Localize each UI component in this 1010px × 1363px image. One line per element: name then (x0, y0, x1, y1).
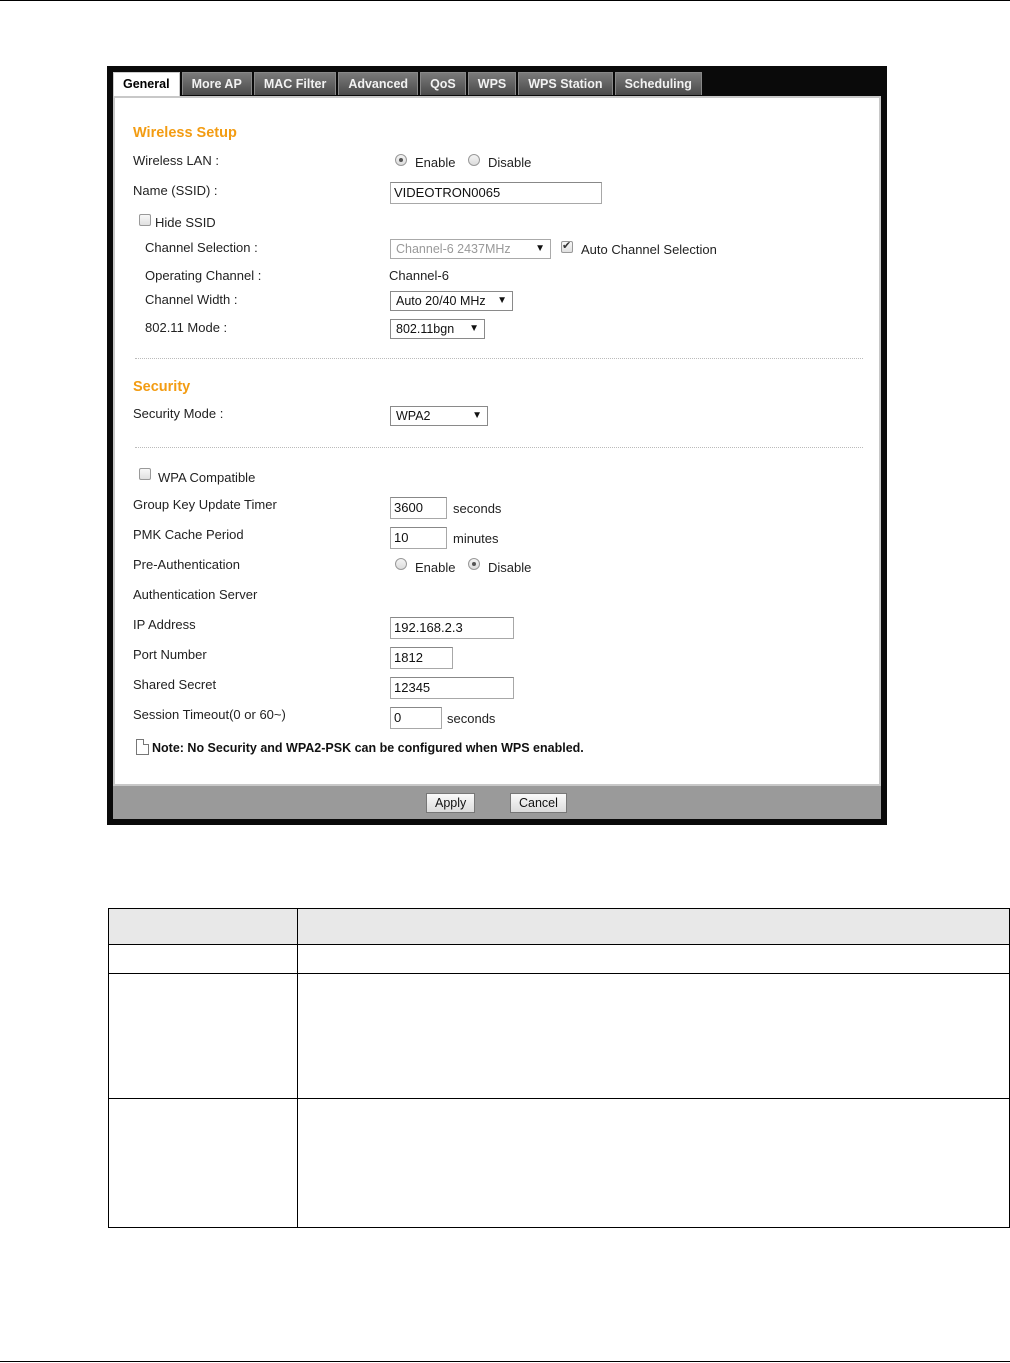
table-cell (109, 1099, 298, 1228)
operating-channel-label: Operating Channel : (145, 268, 262, 283)
channel-width-select[interactable] (390, 291, 513, 311)
table-cell (109, 945, 298, 974)
security-mode-label: Security Mode : (133, 406, 224, 421)
ip-address-input[interactable]: 192.168.2.3 (390, 617, 514, 639)
tab-general[interactable]: General (113, 72, 180, 97)
tab-bar (113, 72, 704, 96)
hide-ssid-checkbox[interactable] (139, 214, 151, 226)
security-mode-select[interactable] (390, 406, 488, 426)
preauth-disable-radio[interactable] (468, 558, 480, 570)
auto-channel-label: Auto Channel Selection (581, 242, 717, 257)
group-key-label: Group Key Update Timer (133, 497, 277, 512)
cancel-button[interactable]: Cancel (510, 793, 567, 813)
tab-wps-station[interactable]: WPS Station (518, 72, 612, 95)
table-cell (109, 974, 298, 1099)
wireless-lan-disable-radio[interactable] (468, 154, 480, 166)
note-page-icon (136, 739, 149, 755)
table-row (109, 945, 1010, 974)
table-header-row (109, 909, 1010, 945)
shared-secret-input[interactable]: 12345 (390, 677, 514, 699)
group-key-unit: seconds (453, 501, 502, 516)
pmk-unit: minutes (453, 531, 499, 546)
wireless-setup-heading: Wireless Setup (133, 125, 237, 141)
page-header-rule (0, 0, 1010, 1)
dropdown-arrow-icon: ▼ (535, 243, 545, 254)
dropdown-arrow-icon: ▼ (497, 295, 507, 306)
auth-server-label: Authentication Server (133, 587, 258, 602)
channel-width-label: Channel Width : (145, 292, 238, 307)
tab-qos[interactable]: QoS (420, 72, 466, 95)
mode-select[interactable] (390, 319, 485, 339)
ssid-label: Name (SSID) : (133, 183, 218, 198)
security-mode-value: WPA2 (396, 409, 431, 423)
page-footer-rule (0, 1361, 1010, 1362)
auto-channel-checkbox[interactable] (561, 241, 573, 253)
wpa-compatible-checkbox[interactable] (139, 468, 151, 480)
table-row (109, 1099, 1010, 1228)
preauth-label: Pre-Authentication (133, 557, 240, 572)
channel-width-value: Auto 20/40 MHz (396, 294, 486, 308)
wireless-lan-disable-label: Disable (488, 155, 532, 170)
mode-label: 802.11 Mode : (145, 320, 228, 335)
tab-advanced[interactable]: Advanced (338, 72, 418, 95)
table-cell (298, 974, 1010, 1099)
security-heading: Security (133, 379, 191, 395)
dropdown-arrow-icon: ▼ (469, 323, 479, 334)
wireless-lan-enable-radio[interactable] (395, 154, 407, 166)
section-divider (135, 447, 863, 448)
dropdown-arrow-icon: ▼ (472, 410, 482, 421)
session-timeout-unit: seconds (447, 711, 496, 726)
wps-note: Note: No Security and WPA2-PSK can be configured when WPS enabled. (152, 741, 584, 755)
preauth-enable-radio[interactable] (395, 558, 407, 570)
mode-value: 802.11bgn (396, 322, 455, 336)
pmk-input[interactable]: 10 (390, 527, 447, 549)
table-row (109, 974, 1010, 1099)
port-number-input[interactable]: 1812 (390, 647, 453, 669)
wpa-compatible-label: WPA Compatible (158, 470, 256, 485)
apply-button[interactable]: Apply (426, 793, 475, 813)
tab-mac-filter[interactable]: MAC Filter (254, 72, 337, 95)
wireless-lan-enable-label: Enable (415, 155, 456, 170)
ssid-input[interactable]: VIDEOTRON0065 (390, 182, 602, 204)
channel-selection-label: Channel Selection : (145, 240, 258, 255)
tab-wps[interactable]: WPS (468, 72, 516, 95)
description-table (108, 908, 1010, 1228)
ip-address-label: IP Address (133, 617, 196, 632)
router-config-window (107, 66, 887, 825)
wireless-lan-label: Wireless LAN : (133, 153, 219, 168)
channel-selection-value: Channel-6 2437MHz (396, 242, 511, 256)
port-number-label: Port Number (133, 647, 207, 662)
tab-more-ap[interactable]: More AP (182, 72, 252, 95)
group-key-input[interactable]: 3600 (390, 497, 447, 519)
table-cell (298, 1099, 1010, 1228)
pmk-label: PMK Cache Period (133, 527, 244, 542)
preauth-disable-label: Disable (488, 560, 532, 575)
preauth-enable-label: Enable (415, 560, 456, 575)
session-timeout-input[interactable]: 0 (390, 707, 442, 729)
table-header-cell (109, 909, 298, 945)
action-bar (113, 786, 881, 819)
general-settings-panel (113, 96, 881, 786)
hide-ssid-label: Hide SSID (155, 215, 216, 230)
shared-secret-label: Shared Secret (133, 677, 217, 692)
table-header-cell (298, 909, 1010, 945)
tab-scheduling[interactable]: Scheduling (615, 72, 702, 95)
session-timeout-label: Session Timeout(0 or 60~) (133, 707, 286, 722)
table-cell (298, 945, 1010, 974)
operating-channel-value: Channel-6 (389, 268, 449, 283)
channel-selection-select[interactable] (390, 239, 551, 259)
section-divider (135, 358, 863, 359)
